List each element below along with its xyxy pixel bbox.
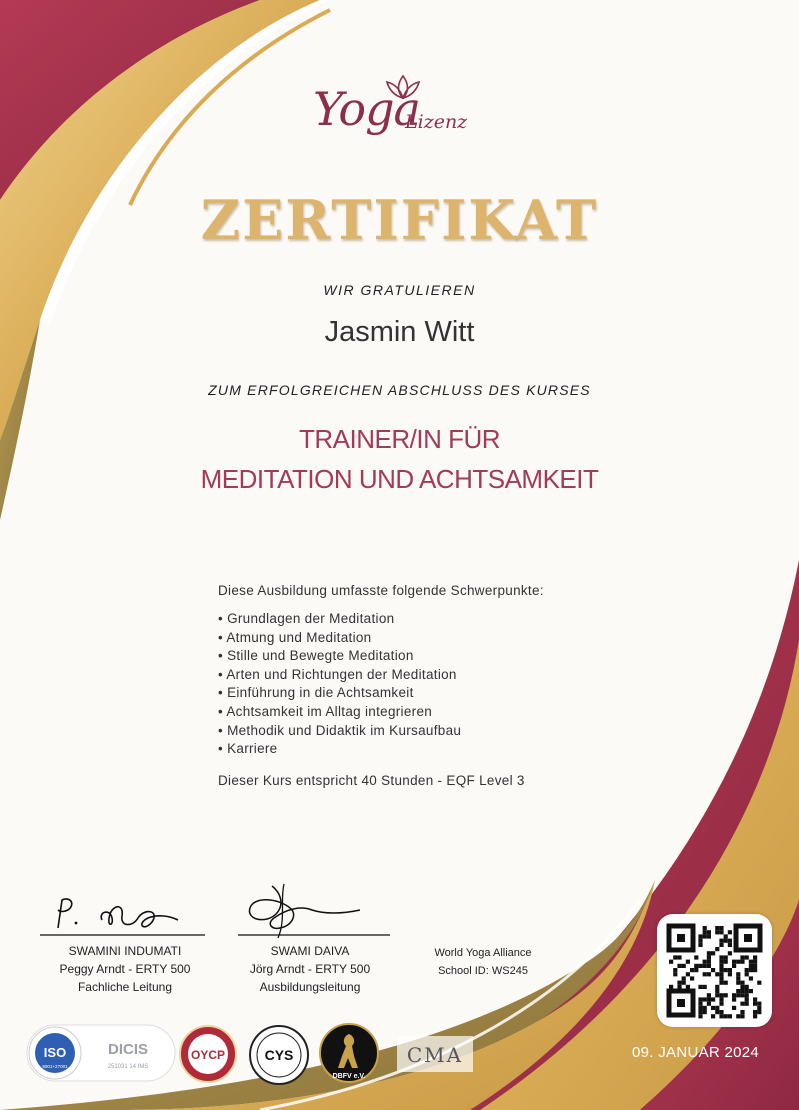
cma-badge [395, 1032, 475, 1080]
qr-module [736, 1014, 740, 1018]
list-item: • Einführung in die Achtsamkeit [218, 684, 461, 703]
qr-module [707, 993, 711, 997]
list-item: • Atmung und Meditation [218, 629, 461, 648]
qr-module [745, 968, 749, 972]
qr-module [732, 960, 736, 964]
qr-module [757, 1002, 761, 1006]
qr-module [711, 951, 715, 955]
qr-module [749, 989, 753, 993]
qr-module [677, 955, 681, 959]
qr-module [698, 943, 702, 947]
oycp-badge [178, 1024, 238, 1084]
qr-code-icon [657, 914, 772, 1027]
qr-module [719, 960, 723, 964]
qr-module [753, 1014, 757, 1018]
qr-module [715, 1010, 719, 1014]
qr-module [719, 930, 723, 934]
signer-name: Peggy Arndt - ERTY 500 [59, 962, 191, 976]
qr-module [740, 955, 744, 959]
qr-module [698, 1014, 702, 1018]
qr-module [740, 1010, 744, 1014]
qr-module [694, 968, 698, 972]
qr-module [715, 993, 719, 997]
qr-module [732, 997, 736, 1001]
qr-module [694, 955, 698, 959]
qr-module [711, 997, 715, 1001]
qr-module [745, 955, 749, 959]
qr-module [753, 1010, 757, 1014]
qr-module [698, 1010, 702, 1014]
qr-module [682, 981, 686, 985]
qr-module [669, 985, 673, 989]
qr-module [724, 981, 728, 985]
congratulations-text: WIR GRATULIEREN [323, 282, 476, 298]
qr-module [745, 985, 749, 989]
qr-module [707, 930, 711, 934]
qr-module [703, 964, 707, 968]
list-item: • Achtsamkeit im Alltag integrieren [218, 703, 461, 722]
qr-module [715, 930, 719, 934]
signer-title: SWAMINI INDUMATI [68, 944, 182, 958]
cma-badge-label: CMA [406, 1043, 464, 1067]
qr-module [698, 997, 702, 1001]
qr-module [736, 989, 740, 993]
list-item: • Karriere [218, 740, 461, 759]
qr-module [728, 972, 732, 976]
qr-module [682, 976, 686, 980]
list-item: • Grundlagen der Meditation [218, 610, 461, 629]
school-id: School ID: WS245 [438, 965, 528, 977]
qr-module [736, 981, 740, 985]
qr-module [703, 972, 707, 976]
qr-module [728, 930, 732, 934]
qr-module [690, 968, 694, 972]
signer-role: Ausbildungsleitung [259, 980, 361, 994]
qr-module [753, 955, 757, 959]
qr-module [745, 989, 749, 993]
qr-module [707, 960, 711, 964]
qr-module [719, 972, 723, 976]
cys-badge [248, 1024, 310, 1086]
qr-module [711, 968, 715, 972]
qr-module [740, 1002, 744, 1006]
signature-block-1 [40, 942, 210, 996]
qr-module [719, 997, 723, 1001]
qr-module [740, 985, 744, 989]
qr-module [707, 997, 711, 1001]
qr-module [728, 943, 732, 947]
course-title-line1: TRAINER/IN FÜR [299, 424, 500, 454]
qr-module [703, 960, 707, 964]
signer-role: Fachliche Leitung [77, 980, 173, 994]
qr-module [724, 939, 728, 943]
qr-module [719, 939, 723, 943]
qr-module [740, 1014, 744, 1018]
qr-module [740, 993, 744, 997]
qr-module [698, 985, 702, 989]
qr-module [707, 964, 711, 968]
signature-daiva [232, 880, 392, 940]
qr-module [740, 989, 744, 993]
qr-module [715, 989, 719, 993]
qr-module [753, 997, 757, 1001]
qr-module [724, 955, 728, 959]
qr-module [724, 934, 728, 938]
qr-module [669, 960, 673, 964]
qr-module [707, 1002, 711, 1006]
qr-module [686, 960, 690, 964]
qr-module [732, 993, 736, 997]
alliance-block [398, 944, 568, 980]
oycp-badge-label: OYCP [190, 1048, 226, 1062]
qr-module [753, 968, 757, 972]
dbfv-badge-label: DBFV e.V. [332, 1073, 366, 1080]
qr-module [724, 1014, 728, 1018]
topics-list [218, 610, 461, 759]
signature-indumati [40, 890, 210, 940]
qr-module [724, 968, 728, 972]
qr-module [715, 947, 719, 951]
qr-module [677, 985, 681, 989]
qr-module [703, 1010, 707, 1014]
qr-module [745, 993, 749, 997]
cys-badge-label: CYS [264, 1047, 294, 1063]
recipient-name: Jasmin Witt [324, 316, 475, 348]
iso-dicis-badge [26, 1024, 176, 1082]
iso-badge-numbers: 9001+27001 [42, 1064, 68, 1069]
qr-module [703, 985, 707, 989]
dbfv-badge [318, 1022, 380, 1084]
qr-module [698, 934, 702, 938]
qr-module [728, 1014, 732, 1018]
qr-module [698, 1002, 702, 1006]
dicis-badge-label: DICIS [107, 1041, 149, 1058]
qr-module [686, 972, 690, 976]
topics-intro: Diese Ausbildung umfasste folgende Schwerpunkte: [218, 583, 544, 598]
alliance-name: World Yoga Alliance [434, 947, 532, 959]
qr-module [749, 976, 753, 980]
logo-lizenz-text: Lizenz [405, 111, 468, 133]
qr-module [719, 964, 723, 968]
qr-module [673, 968, 677, 972]
qr-module [749, 960, 753, 964]
qr-module [703, 997, 707, 1001]
qr-module [719, 943, 723, 947]
qr-module [719, 981, 723, 985]
qr-module [707, 934, 711, 938]
qr-module [719, 926, 723, 930]
list-item: • Methodik und Didaktik im Kursaufbau [218, 722, 461, 741]
qr-module [673, 972, 677, 976]
qr-module [753, 960, 757, 964]
qr-module [745, 972, 749, 976]
qr-module [707, 955, 711, 959]
qr-module [694, 964, 698, 968]
signer-name: Jörg Arndt - ERTY 500 [249, 962, 371, 976]
qr-module [749, 964, 753, 968]
qr-module [711, 1014, 715, 1018]
signer-title: SWAMI DAIVA [270, 944, 350, 958]
qr-module [728, 951, 732, 955]
qr-module [724, 993, 728, 997]
list-item: • Stille und Bewegte Meditation [218, 647, 461, 666]
qr-module [757, 1010, 761, 1014]
qr-module [707, 972, 711, 976]
qr-module [703, 934, 707, 938]
qr-module [719, 1010, 723, 1014]
qr-module [673, 955, 677, 959]
qr-module [753, 1002, 757, 1006]
qr-module [677, 981, 681, 985]
qr-module [728, 968, 732, 972]
qr-module [736, 993, 740, 997]
qr-module [686, 985, 690, 989]
qr-module [736, 972, 740, 976]
qr-module [732, 1006, 736, 1010]
qr-module [740, 981, 744, 985]
qr-module [745, 1002, 749, 1006]
qr-module [698, 1006, 702, 1010]
qr-module [711, 1006, 715, 1010]
logo-yoga-text: Yoga [313, 82, 420, 136]
yoga-lizenz-logo [305, 78, 505, 158]
iso-badge-label: ISO [43, 1045, 67, 1060]
qr-module [740, 960, 744, 964]
qr-module [703, 1006, 707, 1010]
qr-module [703, 926, 707, 930]
signature-block-2 [225, 942, 395, 996]
course-title-line2: MEDITATION UND ACHTSAMKEIT [200, 464, 599, 494]
qr-module [715, 926, 719, 930]
qr-module [719, 968, 723, 972]
qr-module [749, 968, 753, 972]
qr-module [719, 955, 723, 959]
list-item: • Arten und Richtungen der Meditation [218, 666, 461, 685]
qr-module [757, 981, 761, 985]
qr-module [745, 997, 749, 1001]
qr-module [682, 964, 686, 968]
qr-module [719, 993, 723, 997]
qr-module [715, 985, 719, 989]
qr-module [715, 1006, 719, 1010]
qr-module [719, 1014, 723, 1018]
qr-module [703, 930, 707, 934]
qr-module [728, 939, 732, 943]
qr-module [715, 972, 719, 976]
qr-module [719, 976, 723, 980]
qr-module [753, 964, 757, 968]
qr-module [724, 960, 728, 964]
qr-module [707, 951, 711, 955]
course-hours: Dieser Kurs entspricht 40 Stunden - EQF Level 3 [218, 773, 525, 788]
qr-module [736, 976, 740, 980]
qr-module [677, 964, 681, 968]
certificate-title: ZERTIFIKAT [200, 188, 599, 252]
qr-module [719, 1002, 723, 1006]
qr-module [732, 964, 736, 968]
qr-module [698, 939, 702, 943]
qr-module [757, 1006, 761, 1010]
qr-module [698, 964, 702, 968]
qr-code[interactable] [657, 914, 772, 1027]
issue-date: 09. JANUAR 2024 [632, 1044, 760, 1061]
completion-text: ZUM ERFOLGREICHEN ABSCHLUSS DES KURSES [208, 382, 591, 398]
qr-module [690, 976, 694, 980]
qr-module [736, 960, 740, 964]
dicis-badge-code: 251031 14 IMS [107, 1064, 149, 1070]
